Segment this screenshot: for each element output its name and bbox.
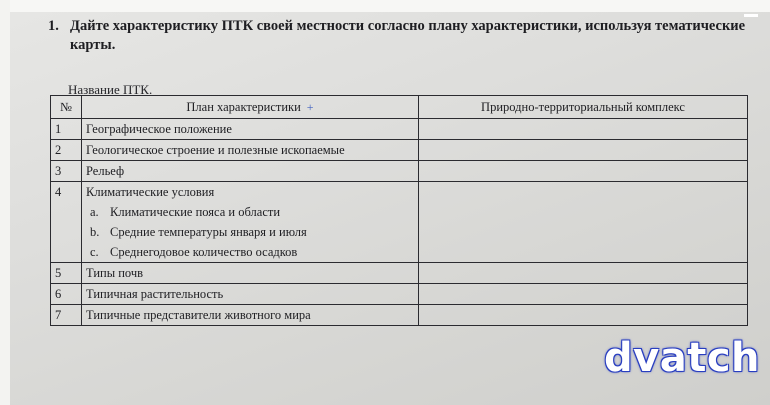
row-number: 5 xyxy=(51,263,82,284)
row-number: 2 xyxy=(51,140,82,161)
subitem-text: Средние температуры января и июля xyxy=(110,225,307,239)
table-row xyxy=(51,140,748,161)
photo-frame-left xyxy=(0,0,10,405)
row-plan-title: Климатические условия xyxy=(86,185,215,199)
row-number: 3 xyxy=(51,161,82,182)
subitem xyxy=(86,222,414,242)
row-plan: Рельеф xyxy=(82,161,419,182)
row-ptk-answer[interactable] xyxy=(419,263,748,284)
table-header-row xyxy=(51,96,748,119)
task-text: Дайте характеристику ПТК своей местности согласно плану характеристики, используя тематические карты. xyxy=(70,18,746,53)
subitem-text: Среднегодовое количество осадков xyxy=(110,245,298,259)
row-plan: Типы почв xyxy=(82,263,419,284)
row-plan-climate xyxy=(82,182,419,263)
table-row xyxy=(51,119,748,140)
corner-tape-mark xyxy=(744,14,758,17)
header-plan xyxy=(82,96,419,119)
pen-mark-icon: + xyxy=(306,100,314,114)
row-number: 6 xyxy=(51,284,82,305)
photo-frame-top xyxy=(0,0,770,12)
table-row xyxy=(51,263,748,284)
row-plan: Геологическое строение и полезные ископаемые xyxy=(82,140,419,161)
row-number: 7 xyxy=(51,305,82,326)
row-ptk-answer[interactable] xyxy=(419,305,748,326)
subitem xyxy=(86,242,414,262)
header-plan-label: План характеристики xyxy=(186,100,301,114)
row-ptk-answer[interactable] xyxy=(419,284,748,305)
row-ptk-answer[interactable] xyxy=(419,119,748,140)
subitem-letter: a. xyxy=(90,205,99,219)
watermark-logo: dvatch xyxy=(604,335,761,381)
table-row xyxy=(51,182,748,263)
table-row xyxy=(51,161,748,182)
header-ptk: Природно-территориальный комплекс xyxy=(419,96,748,119)
header-number: № xyxy=(51,96,82,119)
row-ptk-answer[interactable] xyxy=(419,140,748,161)
characteristics-table xyxy=(50,95,748,326)
row-plan: Типичные представители животного мира xyxy=(82,305,419,326)
row-plan: Типичная растительность xyxy=(82,284,419,305)
subitem-letter: b. xyxy=(90,225,100,239)
row-ptk-answer[interactable] xyxy=(419,182,748,263)
subitem-letter: c. xyxy=(90,245,99,259)
subitem xyxy=(86,202,414,222)
table-row xyxy=(51,284,748,305)
row-number: 1 xyxy=(51,119,82,140)
row-plan: Географическое положение xyxy=(82,119,419,140)
row-ptk-answer[interactable] xyxy=(419,161,748,182)
ptk-name-label: Название ПТК. xyxy=(68,82,153,97)
table-row xyxy=(51,305,748,326)
task-number: 1. xyxy=(48,18,59,34)
subitem-text: Климатические пояса и области xyxy=(110,205,281,219)
row-number: 4 xyxy=(51,182,82,263)
